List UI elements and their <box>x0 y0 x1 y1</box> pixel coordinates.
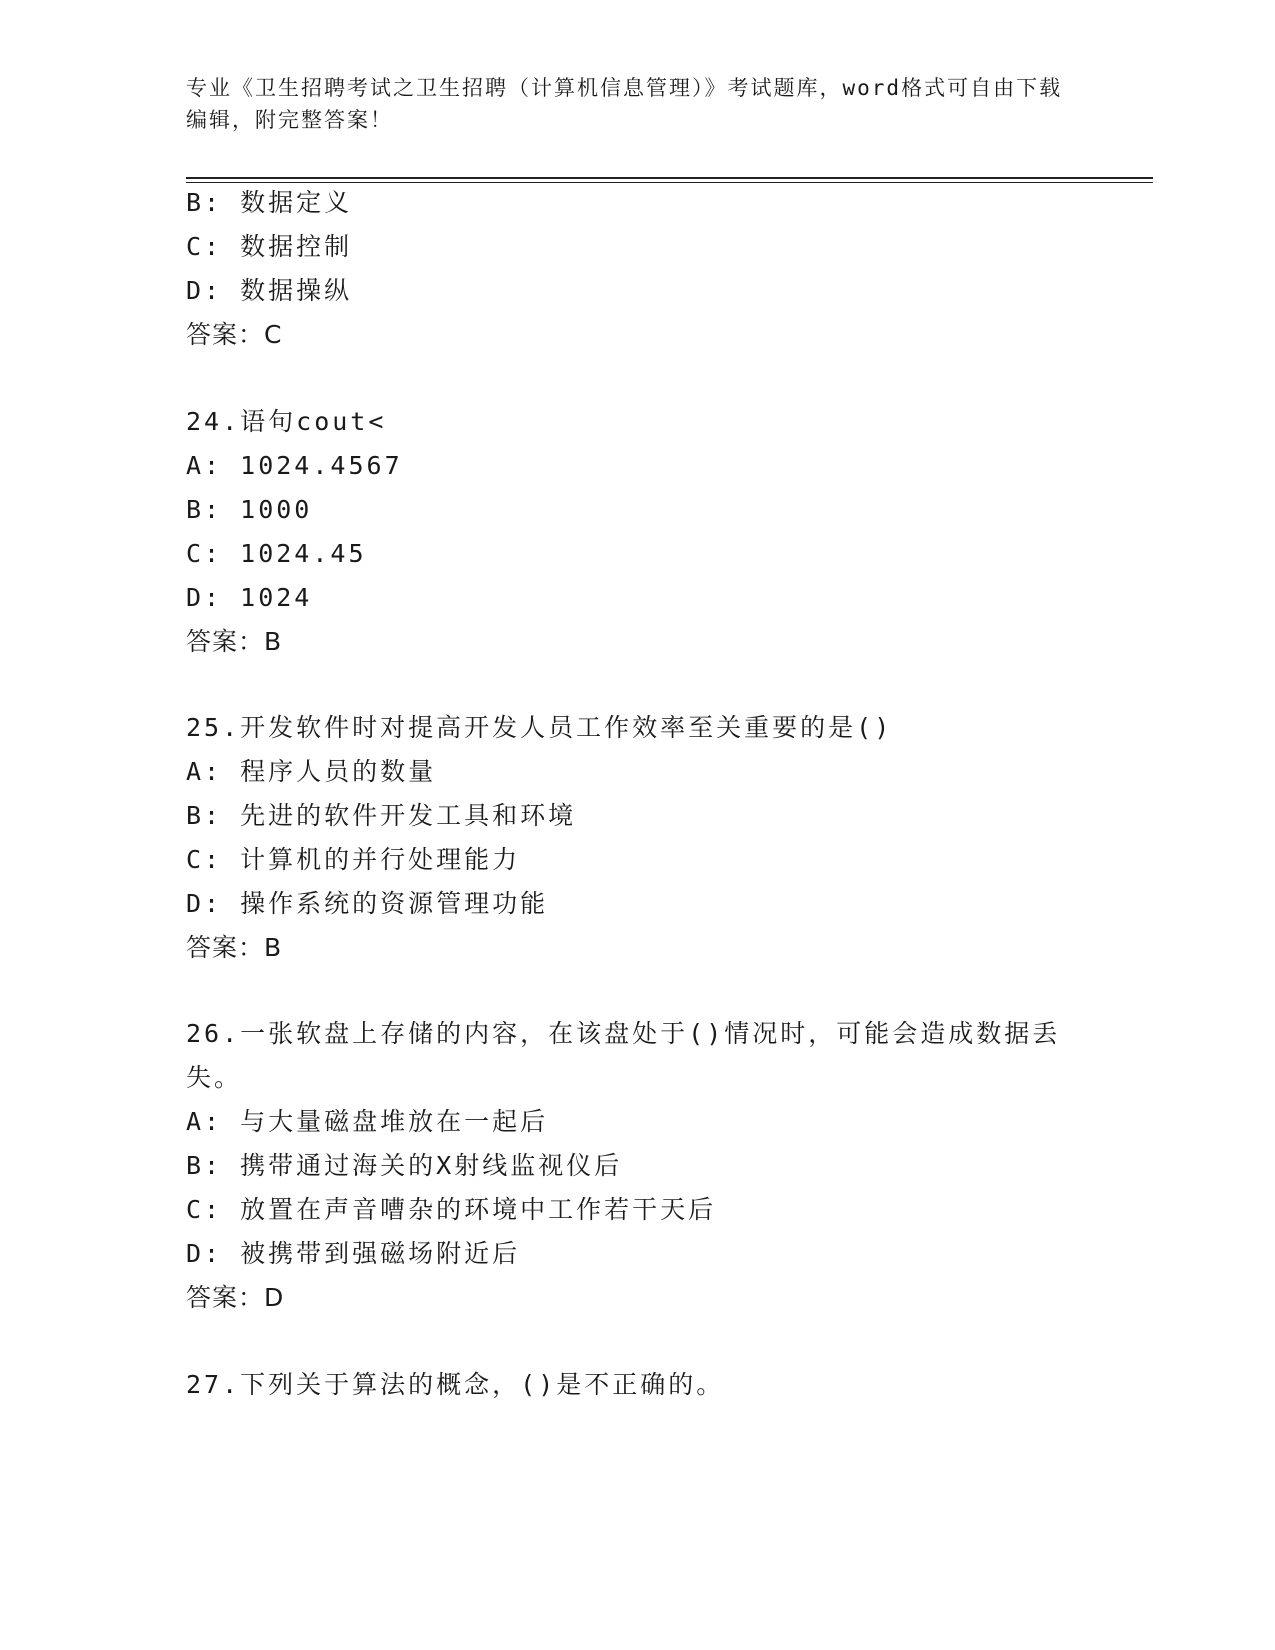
q25-answer: 答案：B <box>186 933 283 962</box>
header-divider-thick <box>186 177 1153 179</box>
q25-option-b: B: 先进的软件开发工具和环境 <box>186 801 577 830</box>
q26-answer: 答案：D <box>186 1283 285 1312</box>
document-header: 专业《卫生招聘考试之卫生招聘（计算机信息管理）》考试题库，word格式可自由下载编辑，附完整答案！ <box>186 76 1063 132</box>
q24-option-a: A: 1024.4567 <box>186 451 403 480</box>
q25-option-d: D: 操作系统的资源管理功能 <box>186 889 549 918</box>
q24-option-d: D: 1024 <box>186 583 313 612</box>
q23-option-d: D: 数据操纵 <box>186 276 353 305</box>
q26-option-c: C: 放置在声音嘈杂的环境中工作若干天后 <box>186 1195 717 1224</box>
q24-option-c: C: 1024.45 <box>186 539 367 568</box>
q23-option-c: C: 数据控制 <box>186 232 353 261</box>
q24-option-b: B: 1000 <box>186 495 313 524</box>
q24-question: 24.语句cout< <box>186 407 387 436</box>
q23-answer: 答案：C <box>186 320 283 349</box>
q24-answer: 答案：B <box>186 627 283 656</box>
q26-option-b: B: 携带通过海关的X射线监视仪后 <box>186 1151 623 1180</box>
q26-question-line2: 失。 <box>186 1063 243 1092</box>
q25-option-a: A: 程序人员的数量 <box>186 757 437 786</box>
q26-question-line1: 26.一张软盘上存储的内容，在该盘处于()情况时，可能会造成数据丢 <box>186 1019 1061 1048</box>
q26-option-d: D: 被携带到强磁场附近后 <box>186 1239 521 1268</box>
q27-question: 27.下列关于算法的概念，()是不正确的。 <box>186 1370 725 1399</box>
q25-question: 25.开发软件时对提高开发人员工作效率至关重要的是() <box>186 713 893 742</box>
q25-option-c: C: 计算机的并行处理能力 <box>186 845 521 874</box>
header-divider-thin <box>186 182 1153 183</box>
q23-option-b: B: 数据定义 <box>186 188 353 217</box>
q26-option-a: A: 与大量磁盘堆放在一起后 <box>186 1107 549 1136</box>
